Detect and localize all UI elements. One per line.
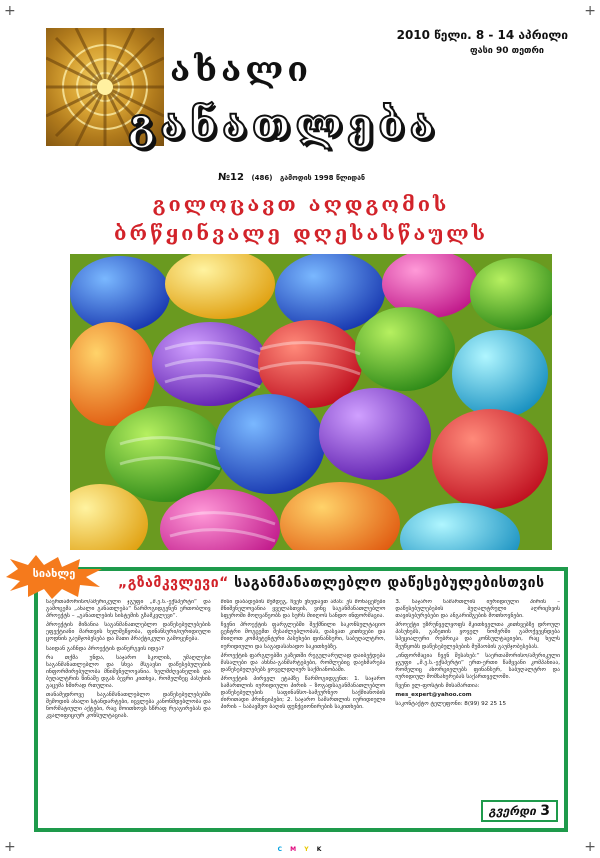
issue-total: (486) (251, 174, 273, 182)
cmyk-k: K (316, 846, 325, 853)
masthead-title-line1: ახალი (170, 50, 313, 90)
crop-mark-top-right: + (584, 3, 596, 19)
paragraph: ჩვენი პროექტის ფარგლებში შექმნილი საკონსულტაციო ცენტრი მოგცემთ შესაძლებლობას, დასვათ კითხვები და მიიღოთ კომპეტენტური პასუხები ფინანსური, საბუღალტრო, იურიდიული და საგადასახადო საკითხებზე. (220, 622, 386, 650)
egg (215, 394, 325, 494)
paragraph: მისი დაბადების შემდეგ, ჩვენ ვხედავთ ამას: ეს მონაცემები მნიშვნელოვანია ყველასთვის, ვინც საგანმანათლებლო სფეროში მოღვაწეობს და სურს მიიღოს სანდო ინფორმაცია. (220, 599, 386, 620)
easter-headline-line2: ბრწყინვალე დღესასწაულს (114, 221, 488, 245)
paragraph: „ინფორმაცია ჩვენ შესახებ:“ საერთაშორისო/ამერიკული ჯგუფი „მ.ე.ს.-ექსპერტი“ ერთ-ერთი წამყვანი კომპანიაა, რომელიც ახორციელებს ფინანსურ, საბუღალტრო და იურიდიულ მომსახურებას საქართველოში. (395, 652, 560, 680)
continued-on-page[interactable] (481, 800, 558, 822)
paragraph: პროექტის ფარგლებში გაზეთში რეგულარულად დაიბეჭდება მასალები და ახსნა-განმარტებები, რომლებიც დაეხმარება დაწესებულებებს ყოველდღიურ საქმიანობაში. (220, 652, 386, 673)
cmyk-m: M (290, 846, 300, 853)
paragraph: ჩვენი ელ-ფოსტის მისამართია: (395, 683, 480, 690)
easter-eggs-photo (70, 254, 552, 550)
egg (70, 256, 170, 332)
paragraph: 3. საჯარო სამართლის იურიდიული პირის – დაწესებულებების ბუღალტრული აღრიცხვის თავისებურებები და ანგარიშგების მოთხოვნები. (395, 599, 560, 620)
news-badge (6, 555, 102, 599)
egg (105, 406, 225, 502)
paragraph: პროექტის მიზანია საგანმანათლებლო დაწესებულებების ეფექტიანი მართვის ხელშეწყობა, ფინანსური/იურიდიული ცოდნის გაუმჯობესება და მათი პრაქტიკული გამოყენება. (46, 622, 211, 643)
article-title-rest: საგანმანათლებლო დაწესებულებისთვის (234, 575, 545, 591)
easter-headline-line1: გილოცავთ აღდგომის (152, 192, 450, 216)
article-title-quoted: „გზამკვლევი“ (118, 575, 229, 591)
paragraph: საიდან გაჩნდა პროექტის დანერგვის იდეა? (46, 645, 165, 652)
crop-mark-top-left: + (4, 3, 16, 19)
article-columns (46, 599, 560, 805)
contact-phone: საკონტაქტო ტელეფონი: 8(99) 92 25 15 (395, 701, 507, 708)
cmyk-c: C (277, 846, 286, 853)
article-column-1 (46, 599, 211, 805)
egg (432, 409, 548, 509)
issue-since: გამოდის 1998 წლიდან (279, 174, 366, 182)
article-column-2 (221, 599, 386, 805)
egg (319, 388, 431, 480)
contact-email[interactable]: mes_expert@yahoo.com (395, 692, 472, 699)
paragraph: რა თქმა უნდა, საჯარო სკოლის, უმაღლესი საგანმანათლებლო და სხვა მსგავსი დაწესებულების ინფორმირებულობა მნიშვნელოვანია. ხელმძღვანელის და ბუღალტრის წინაშე დგას ბევრი კითხვა, რომელზეც პასუხის გაცემა ხშირად რთულია. (46, 654, 211, 690)
article-box (34, 567, 568, 832)
paragraph: საერთაშორისო/ამერიკული ჯგუფი „მ.ე.ს.-ექსპერტი“ და გამოცემა „ახალი განათლება“ წარმოგიდგენენ ერთობლივ პროექტს – „განათლების სისტემის გზამკვლევი“. (46, 599, 211, 620)
paragraph: თანამედროვე საგანმანათლებლო დაწესებულებებში შემოდის ახალი სტანდარტები, იცვლება კანონმდებლობა და ნორმატიული აქტები, რაც მოითხოვს სწრაფ რეაგირებას და კვალიფიციურ კონსულტაციას. (46, 692, 211, 720)
paragraph: პროექტის პირველ ეტაპზე წარმოგიდგენთ: 1. საჯარო სამართლის იურიდიული პირის – ზოგადსაგანმანათლებლო დაწესებულების საფინანსო-სამეურნეო საქმიანობის ძირითადი პრინციპები; 2. საჯარო სამართლის იურიდიული პირის – საბავშვო ბაღის ფუნქციონირების საკითხები. (220, 675, 386, 711)
article-title (118, 575, 558, 591)
issue-date: 2010 წელი. 8 - 14 აპრილი (396, 28, 568, 42)
issue-info (218, 172, 365, 183)
cmyk-registration-marks (28, 846, 574, 853)
crop-mark-bottom-left: + (4, 839, 16, 855)
paragraph: პროექტი უზრუნველყოფს მკითხველთა კითხვებზე დროულ პასუხებს, გაზეთის ყოველ ნომერში გამოქვეყნდება სპეციალური რუბრიკა და კონსულტაციები, რაც ხელს შეუწყობს დაწესებულებების მუშაობის გაუმჯობესებას. (395, 622, 560, 650)
crop-mark-bottom-right: + (584, 839, 596, 855)
issue-number: №12 (218, 172, 244, 183)
egg (355, 307, 455, 391)
continued-label: გვერდი (488, 804, 537, 818)
newspaper-front-page (28, 22, 574, 853)
news-badge-label: სიახლე (32, 567, 76, 580)
issue-price: ფასი 90 თეთრი (469, 46, 544, 56)
article-column-3 (395, 599, 560, 805)
masthead-title-line2: განათლება (128, 100, 440, 149)
continued-page-number: 3 (540, 803, 550, 819)
cmyk-y: Y (304, 846, 312, 853)
egg (452, 330, 548, 418)
